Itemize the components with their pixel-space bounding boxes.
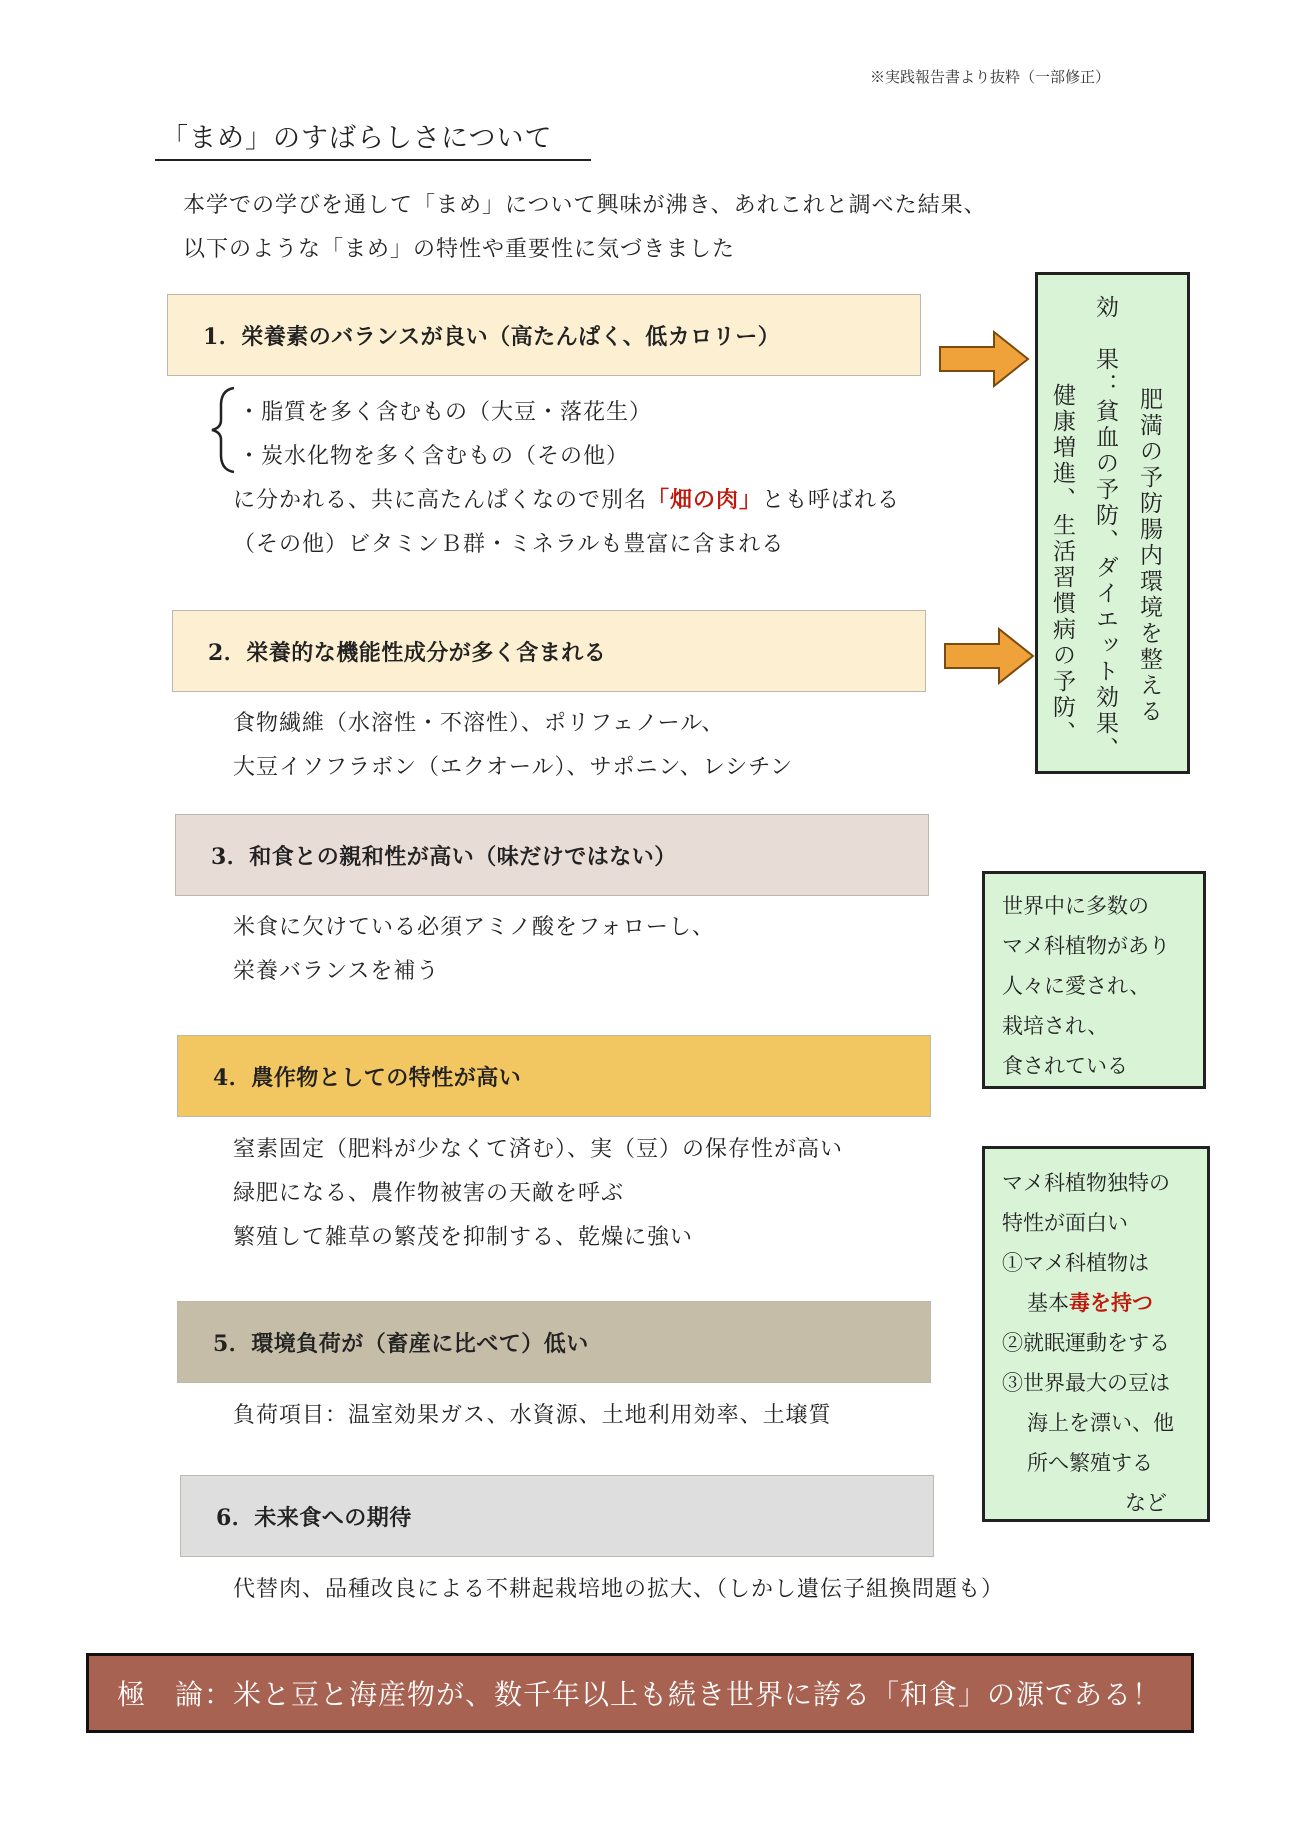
section-5-heading: 5．環境負荷が（畜産に比べて）低い bbox=[177, 1301, 931, 1383]
effects-col-1: 肥満の予防腸内環境を整える bbox=[1136, 387, 1162, 725]
section-3-line-2: 栄養バランスを補う bbox=[233, 959, 440, 984]
section-1-item-fat: ・脂質を多く含むもの（大豆・落花生） bbox=[238, 400, 653, 425]
highlight-text: 毒を持つ bbox=[1069, 1290, 1153, 1315]
legume-traits-box bbox=[982, 1146, 1210, 1522]
conclusion-banner: 極 論：米と豆と海産物が、数千年以上も続き世界に誇る「和食」の源である！ bbox=[86, 1653, 1194, 1733]
section-2-line-1: 食物繊維（水溶性・不溶性）、ポリフェノール、 bbox=[233, 711, 725, 736]
legume-box-line: 特性が面白い bbox=[1002, 1211, 1128, 1235]
section-5-line-1: 負荷項目：温室効果ガス、水資源、土地利用効率、土壌質 bbox=[233, 1403, 832, 1428]
legume-box-line: 海上を漂い、他 bbox=[1027, 1411, 1174, 1435]
brace-icon bbox=[208, 386, 238, 474]
legume-box-line: ②就眠運動をする bbox=[1002, 1331, 1170, 1355]
world-box-line: 食されている bbox=[1002, 1054, 1128, 1078]
section-1-line-4: （その他）ビタミンＢ群・ミネラルも豊富に含まれる bbox=[233, 532, 785, 557]
highlight-text: 「畑の肉」 bbox=[647, 487, 763, 513]
arrow-right-icon bbox=[938, 330, 1030, 388]
text: 基本 bbox=[1027, 1291, 1069, 1315]
intro-line-1: 本学での学びを通して「まめ」について興味が沸き、あれこれと調べた結果、 bbox=[183, 193, 987, 218]
legume-box-line: 所へ繁殖する bbox=[1027, 1451, 1153, 1475]
effects-box bbox=[1035, 272, 1190, 774]
effects-col-3: 健康増進、生活習慣病の予防、 bbox=[1049, 383, 1075, 747]
legume-box-line: マメ科植物独特の bbox=[1002, 1171, 1170, 1195]
source-note: ※実践報告書より抜粋（一部修正） bbox=[870, 68, 1111, 86]
legume-box-line bbox=[1027, 1287, 1153, 1317]
section-3-line-1: 米食に欠けている必須アミノ酸をフォローし、 bbox=[233, 915, 715, 940]
section-6-line-1: 代替肉、品種改良による不耕起栽培地の拡大、（しかし遺伝子組換問題も） bbox=[233, 1577, 1005, 1602]
section-4-line-2: 緑肥になる、農作物被害の天敵を呼ぶ bbox=[233, 1181, 625, 1206]
world-legumes-box bbox=[982, 871, 1206, 1089]
section-2-heading: 2．栄養的な機能性成分が多く含まれる bbox=[172, 610, 926, 692]
page-title: 「まめ」のすばらしさについて bbox=[155, 116, 591, 161]
text: に分かれる、共に高たんぱくなので別名 bbox=[233, 488, 648, 513]
section-1-line-3 bbox=[233, 483, 900, 514]
section-1-item-carb: ・炭水化物を多く含むもの（その他） bbox=[238, 444, 630, 469]
section-3-heading: 3．和食との親和性が高い（味だけではない） bbox=[175, 814, 929, 896]
section-1-heading: 1．栄養素のバランスが良い（高たんぱく、低カロリー） bbox=[167, 294, 921, 376]
world-box-line: 栽培され、 bbox=[1002, 1014, 1109, 1038]
world-box-line: 人々に愛され、 bbox=[1002, 974, 1151, 998]
section-2-line-2: 大豆イソフラボン（エクオール）、サポニン、レシチン bbox=[233, 755, 794, 780]
intro-line-2: 以下のような「まめ」の特性や重要性に気づきました bbox=[183, 237, 736, 262]
section-4-line-1: 窒素固定（肥料が少なくて済む）、実（豆）の保存性が高い bbox=[233, 1137, 844, 1162]
world-box-line: 世界中に多数の bbox=[1002, 894, 1149, 918]
arrow-right-icon bbox=[943, 627, 1035, 685]
section-4-heading: 4．農作物としての特性が高い bbox=[177, 1035, 931, 1117]
section-6-heading: 6．未来食への期待 bbox=[180, 1475, 934, 1557]
text: とも呼ばれる bbox=[762, 488, 901, 513]
legume-box-line: ③世界最大の豆は bbox=[1002, 1371, 1170, 1395]
legume-box-line: ①マメ科植物は bbox=[1002, 1251, 1149, 1275]
world-box-line: マメ科植物があり bbox=[1002, 934, 1170, 958]
section-4-line-3: 繁殖して雑草の繁茂を抑制する、乾燥に強い bbox=[233, 1225, 694, 1250]
legume-box-line: など bbox=[1125, 1491, 1167, 1515]
effects-col-2: 効 果：貧血の予防、ダイエット効果、 bbox=[1092, 295, 1118, 763]
